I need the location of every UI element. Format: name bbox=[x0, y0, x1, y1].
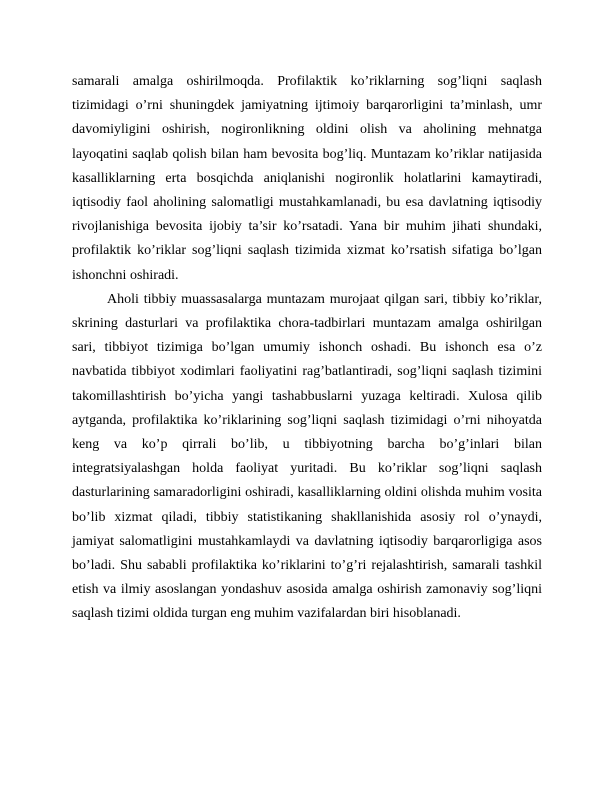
body-paragraph-2: Aholi tibbiy muassasalarga muntazam murojaat qilgan sari, tibbiy ko’riklar, skrining dasturlari va profilaktika chora-tadbirlari muntazam amalga oshirilgan sari, tibbiyot tizimiga bo’lgan umumiy ishonch oshadi. Bu ishonch esa o’z navbatida tibbiyot xodimlari faoliyatini rag’batlantiradi, sog’liqni saqlash tizimini takomillashtirish bo’yicha yangi tashabbuslarni yuzaga keltiradi. Xulosa qilib aytganda, profilaktika ko’riklarining sog’liqni saqlash tizimidagi o’rni nihoyatda keng va ko’p qirrali bo’lib, u tibbiyotning barcha bo’g’inlari bilan integratsiyalashgan holda faoliyat yuritadi. Bu ko’riklar sog’liqni saqlash dasturlarining samaradorligini oshiradi, kasalliklarning oldini olishda muhim vosita bo’lib xizmat qiladi, tibbiy statistikaning shakllanishida asosiy rol o’ynaydi, jamiyat salomatligini mustahkamlaydi va davlatning iqtisodiy barqarorligiga asos bo’ladi. Shu sababli profilaktika ko’riklarini to’g’ri rejalashtirish, samarali tashkil etish va ilmiy asoslangan yondashuv asosida amalga oshirish zamonaviy sog’liqni saqlash tizimi oldida turgan eng muhim vazifalardan biri hisoblanadi. bbox=[72, 291, 542, 622]
document-page bbox=[72, 70, 542, 627]
body-paragraph-1: samarali amalga oshirilmoqda. Profilaktik ko’riklarning sog’liqni saqlash tizimidagi o’rni shuningdek jamiyatning ijtimoiy barqarorligini ta’minlash, umr davomiyligini oshirish, nogironlikning oldini olish va aholining mehnatga layoqatini saqlab qolish bilan ham bevosita bog’liq. Muntazam ko’riklar natijasida kasalliklarning erta bosqichda aniqlanishi nogironlik holatlarini kamaytiradi, iqtisodiy faol aholining salomatligi mustahkamlanadi, bu esa davlatning iqtisodiy rivojlanishiga bevosita ijobiy ta’sir ko’rsatadi. Yana bir muhim jihati shundaki, profilaktik ko’riklar sog’liqni saqlash tizimida xizmat ko’rsatish sifatiga bo’lgan ishonchni oshiradi. bbox=[72, 74, 542, 283]
